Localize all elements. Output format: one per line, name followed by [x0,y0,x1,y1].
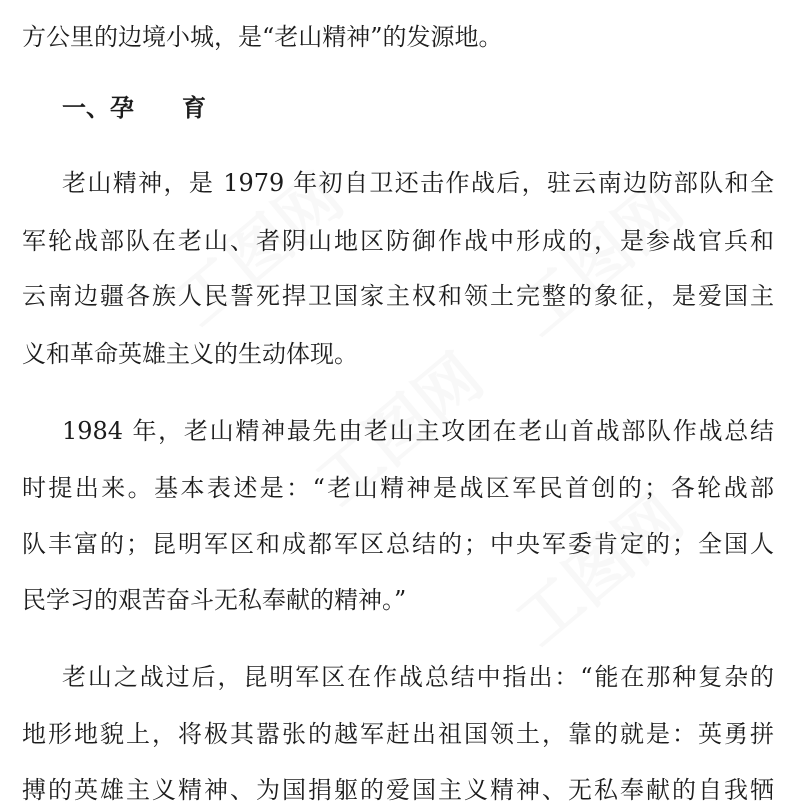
paragraph-line: 搏的英雄主义精神、为国捐躯的爱国主义精神、无私奉献的自我牺 [22,776,774,804]
watermark: 工图网 [162,160,358,341]
section-heading-char: 孕 [110,94,134,122]
paragraph-line: 义和革命英雄主义的生动体现。 [22,340,358,368]
paragraph-line: 民学习的艰苦奋斗无私奉献的精神。” [22,586,407,614]
paragraph-line: 时提出来。基本表述是：“老山精神是战区军民首创的；各轮战部 [22,474,774,502]
paragraph-line: 地形地貌上，将极其嚣张的越军赶出祖国领土，靠的就是：英勇拼 [22,720,774,748]
paragraph-line: 老山之战过后，昆明军区在作战总结中指出：“能在那种复杂的 [62,663,774,691]
section-heading [62,86,206,130]
watermark: 工图网 [502,170,698,351]
section-heading-char: 育 [182,94,206,122]
paragraph-line: 1984 年，老山精神最先由老山主攻团在老山首战部队作战总结 [62,417,774,445]
watermark: 工图网 [502,480,698,661]
paragraph-line: 云南边疆各族人民誓死捍卫国家主权和领土完整的象征，是爱国主 [22,282,774,310]
watermark: 工图网 [302,340,498,521]
text-line: 方公里的边境小城，是“老山精神”的发源地。 [22,23,503,51]
section-heading-number: 一、 [62,94,110,122]
paragraph-line: 队丰富的；昆明军区和成都军区总结的；中央军委肯定的；全国人 [22,530,774,558]
paragraph-line: 军轮战部队在老山、者阴山地区防御作战中形成的，是参战官兵和 [22,227,774,255]
paragraph-line: 老山精神，是 1979 年初自卫还击作战后，驻云南边防部队和全 [62,169,774,197]
